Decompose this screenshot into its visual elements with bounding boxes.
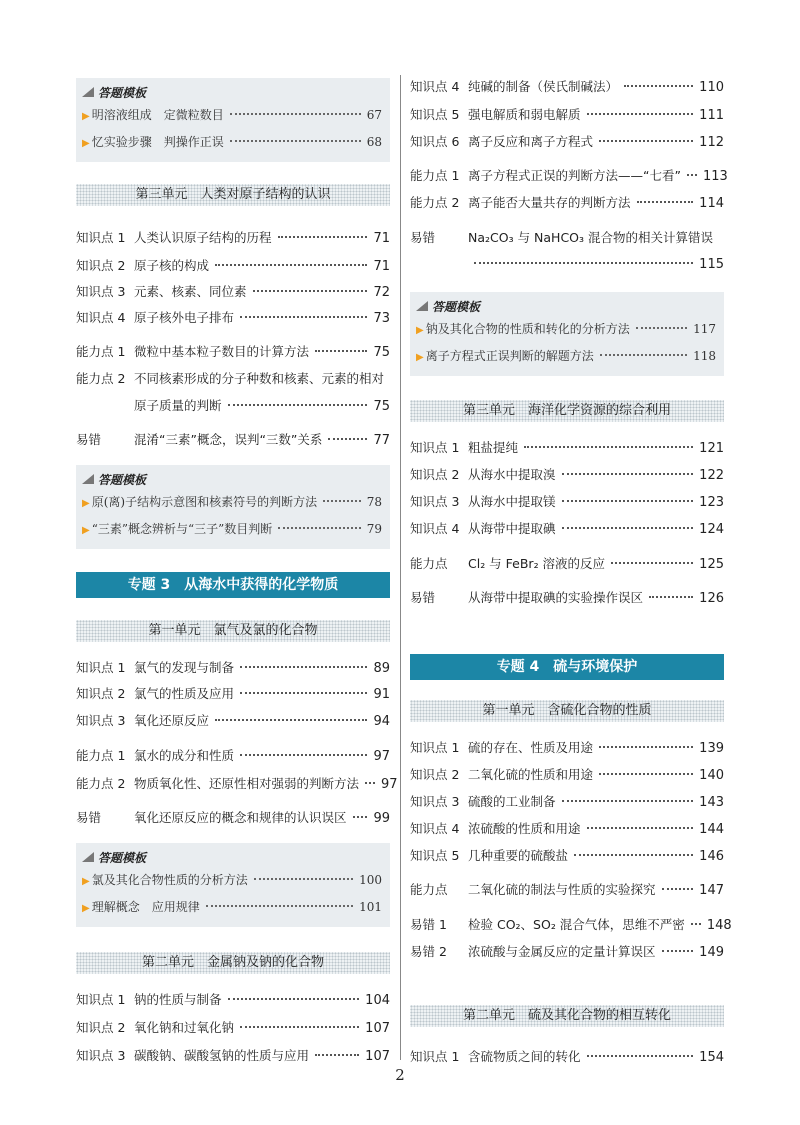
template-item[interactable] bbox=[416, 316, 716, 343]
template-item[interactable] bbox=[82, 102, 382, 129]
dot-leader bbox=[240, 316, 367, 318]
entry-label: 易错 bbox=[76, 810, 102, 825]
toc-entry[interactable] bbox=[410, 167, 728, 185]
toc-entry[interactable] bbox=[410, 106, 724, 124]
entry-title: 混淆“三素”概念，误判“三数”关系 bbox=[134, 432, 323, 447]
toc-entry[interactable] bbox=[410, 229, 724, 274]
entry-title: 微粒中基本粒子数目的计算方法 bbox=[134, 344, 310, 359]
toc-entry[interactable] bbox=[410, 133, 724, 151]
entry-label: 能力点 2 bbox=[76, 371, 126, 386]
toc-entry-line bbox=[76, 431, 390, 449]
dot-leader bbox=[230, 113, 361, 115]
arrow-right-icon: ▶ bbox=[82, 525, 90, 536]
entry-label: 知识点 4 bbox=[410, 79, 460, 94]
entry-page: 140 bbox=[699, 768, 724, 783]
template-item[interactable] bbox=[82, 489, 382, 516]
toc-entry[interactable] bbox=[76, 343, 390, 361]
toc-entry-line bbox=[410, 793, 724, 811]
template-item-page: 100 bbox=[359, 873, 382, 887]
dot-leader bbox=[662, 888, 694, 890]
entry-page: 97 bbox=[381, 777, 398, 792]
arrow-right-icon: ▶ bbox=[82, 903, 90, 914]
entry-title: 原子核外电子排布 bbox=[134, 310, 235, 325]
template-item-title: 离子方程式正误判断的解题方法 bbox=[425, 349, 594, 363]
entry-label: 易错 bbox=[410, 230, 436, 245]
entry-title: 原子核的构成 bbox=[134, 258, 210, 273]
toc-entry-continuation bbox=[410, 256, 724, 274]
entry-title: 氯气的性质及应用 bbox=[134, 686, 235, 701]
template-item-title: 忆实验步骤 判操作正误 bbox=[91, 135, 224, 149]
toc-entry-line bbox=[410, 943, 724, 961]
entry-label: 知识点 1 bbox=[76, 230, 126, 245]
toc-entry-line bbox=[410, 589, 724, 607]
entry-page: 114 bbox=[699, 196, 724, 211]
dot-leader bbox=[253, 290, 368, 292]
toc-entry-line bbox=[410, 820, 724, 838]
entry-title: 二氧化硫的性质和用途 bbox=[468, 767, 594, 782]
template-item[interactable] bbox=[82, 894, 382, 921]
dot-leader bbox=[228, 998, 360, 1000]
toc-entry[interactable] bbox=[410, 194, 724, 212]
entry-label: 知识点 3 bbox=[76, 284, 126, 299]
entry-title: 硫酸的工业制备 bbox=[468, 794, 556, 809]
template-item-title: 氯及其化合物性质的分析方法 bbox=[91, 873, 248, 887]
template-item[interactable] bbox=[82, 516, 382, 543]
entry-page: 77 bbox=[373, 433, 390, 448]
dot-leader bbox=[687, 174, 697, 176]
entry-title: 人类认识原子结构的历程 bbox=[134, 230, 272, 245]
toc-entry-line bbox=[410, 133, 724, 151]
entry-page: 71 bbox=[373, 259, 390, 274]
template-title: 答题模板 bbox=[98, 850, 147, 865]
entry-label: 知识点 1 bbox=[410, 740, 460, 755]
toc-entry-line bbox=[410, 466, 724, 484]
toc-entry-line bbox=[76, 685, 390, 703]
toc-entry[interactable] bbox=[410, 439, 724, 457]
toc-entry-line bbox=[410, 916, 732, 934]
entry-title: 碳酸钠、碳酸氢钠的性质与应用 bbox=[134, 1048, 310, 1063]
entry-page: 139 bbox=[699, 741, 724, 756]
answer-template-box bbox=[76, 843, 390, 927]
dot-leader bbox=[240, 1026, 359, 1028]
toc-entry[interactable] bbox=[76, 431, 390, 449]
toc-entry[interactable] bbox=[410, 1048, 724, 1066]
toc-entry-line bbox=[76, 747, 390, 765]
entry-label: 知识点 4 bbox=[410, 821, 460, 836]
toc-entry[interactable] bbox=[410, 555, 724, 573]
dot-leader bbox=[599, 140, 693, 142]
arrow-right-icon: ▶ bbox=[82, 111, 90, 122]
entry-label: 知识点 3 bbox=[410, 494, 460, 509]
entry-title: 含硫物质之间的转化 bbox=[468, 1049, 581, 1064]
toc-entry[interactable] bbox=[410, 943, 724, 961]
toc-entry-line bbox=[76, 309, 390, 327]
entry-page: 146 bbox=[699, 849, 724, 864]
toc-entry[interactable] bbox=[76, 1047, 390, 1065]
entry-label: 知识点 2 bbox=[76, 1020, 126, 1035]
unit-heading: 第一单元 含硫化合物的性质 bbox=[410, 700, 724, 722]
entry-title: 硫的存在、性质及用途 bbox=[468, 740, 594, 755]
toc-entry[interactable] bbox=[410, 466, 724, 484]
toc-entry[interactable] bbox=[76, 685, 390, 703]
corner-triangle-icon bbox=[82, 87, 94, 97]
entry-title: 检验 CO₂、SO₂ 混合气体，思维不严密 bbox=[468, 917, 685, 932]
toc-entry-line bbox=[410, 229, 724, 247]
entry-label: 知识点 3 bbox=[76, 713, 126, 728]
toc-entry-line bbox=[410, 167, 728, 185]
entry-page: 124 bbox=[699, 522, 724, 537]
template-item[interactable] bbox=[416, 343, 716, 370]
entry-label: 易错 2 bbox=[410, 944, 447, 959]
template-item[interactable] bbox=[82, 129, 382, 156]
entry-page: 75 bbox=[373, 345, 390, 360]
template-item-page: 117 bbox=[693, 322, 716, 336]
toc-entry-line bbox=[76, 283, 390, 301]
entry-label: 知识点 1 bbox=[410, 440, 460, 455]
toc-entry-line bbox=[410, 439, 724, 457]
entry-label: 能力点 1 bbox=[410, 168, 460, 183]
entry-label: 知识点 4 bbox=[410, 521, 460, 536]
entry-label: 知识点 2 bbox=[76, 258, 126, 273]
dot-leader bbox=[240, 692, 367, 694]
entry-page: 147 bbox=[699, 883, 724, 898]
entry-label: 易错 bbox=[410, 590, 436, 605]
toc-entry[interactable] bbox=[410, 739, 724, 757]
toc-entry[interactable] bbox=[410, 881, 724, 899]
template-item-page: 118 bbox=[693, 349, 716, 363]
dot-leader bbox=[636, 327, 687, 329]
toc-entry-line bbox=[76, 991, 390, 1009]
dot-leader bbox=[562, 473, 694, 475]
toc-entry[interactable] bbox=[76, 775, 398, 793]
template-item[interactable] bbox=[82, 867, 382, 894]
entry-page: 72 bbox=[373, 285, 390, 300]
entry-title: 从海带中提取碘的实验操作误区 bbox=[468, 590, 644, 605]
entry-label: 易错 1 bbox=[410, 917, 447, 932]
entry-label: 知识点 2 bbox=[410, 467, 460, 482]
entry-page: 121 bbox=[699, 441, 724, 456]
toc-entry[interactable] bbox=[76, 283, 390, 301]
dot-leader bbox=[328, 438, 367, 440]
topic-banner: 专题 4 硫与环境保护 bbox=[410, 654, 724, 680]
toc-entry[interactable] bbox=[410, 78, 724, 96]
entry-label: 知识点 1 bbox=[76, 660, 126, 675]
toc-entry[interactable] bbox=[76, 991, 390, 1009]
template-item-title: 原(离)子结构示意图和核素符号的判断方法 bbox=[91, 495, 318, 509]
template-item-page: 79 bbox=[366, 522, 382, 536]
toc-entry-line bbox=[410, 555, 724, 573]
entry-page: 126 bbox=[699, 591, 724, 606]
unit-heading: 第二单元 金属钠及钠的化合物 bbox=[76, 952, 390, 974]
entry-title: 离子反应和离子方程式 bbox=[468, 134, 594, 149]
dot-leader bbox=[474, 262, 693, 264]
toc-entry-line bbox=[76, 712, 390, 730]
corner-triangle-icon bbox=[82, 474, 94, 484]
dot-leader bbox=[587, 827, 694, 829]
arrow-right-icon: ▶ bbox=[416, 352, 424, 363]
entry-title: 离子能否大量共存的判断方法 bbox=[468, 195, 631, 210]
dot-leader bbox=[206, 905, 353, 907]
dot-leader bbox=[278, 527, 360, 529]
entry-title: 浓硫酸与金属反应的定量计算误区 bbox=[468, 944, 656, 959]
dot-leader bbox=[365, 782, 375, 784]
entry-label: 知识点 2 bbox=[76, 686, 126, 701]
toc-entry[interactable] bbox=[76, 370, 390, 415]
entry-label: 能力点 bbox=[410, 556, 448, 571]
entry-label: 能力点 bbox=[410, 882, 448, 897]
entry-title: 几种重要的硫酸盐 bbox=[468, 848, 569, 863]
toc-entry-line bbox=[76, 659, 390, 677]
dot-leader bbox=[637, 201, 694, 203]
dot-leader bbox=[562, 800, 694, 802]
template-item-title: 明溶液组成 定微粒数目 bbox=[91, 108, 224, 122]
dot-leader bbox=[574, 854, 693, 856]
unit-heading: 第三单元 人类对原子结构的认识 bbox=[76, 184, 390, 206]
dot-leader bbox=[240, 666, 367, 668]
entry-title: Na₂CO₃ 与 NaHCO₃ 混合物的相关计算错误 bbox=[468, 230, 714, 245]
entry-page: 125 bbox=[699, 557, 724, 572]
dot-leader bbox=[649, 596, 693, 598]
entry-title: 纯碱的制备（侯氏制碱法） bbox=[468, 79, 619, 94]
entry-page: 115 bbox=[699, 257, 724, 272]
template-heading bbox=[416, 296, 716, 316]
toc-entry-line bbox=[76, 343, 390, 361]
entry-label: 知识点 5 bbox=[410, 848, 460, 863]
toc-entry[interactable] bbox=[76, 809, 390, 827]
dot-leader bbox=[315, 1054, 359, 1056]
corner-triangle-icon bbox=[416, 301, 428, 311]
arrow-right-icon: ▶ bbox=[82, 876, 90, 887]
toc-entry[interactable] bbox=[410, 589, 724, 607]
dot-leader bbox=[611, 562, 693, 564]
entry-page: 123 bbox=[699, 495, 724, 510]
entry-title: 从海水中提取溴 bbox=[468, 467, 556, 482]
unit-heading: 第一单元 氯气及氯的化合物 bbox=[76, 620, 390, 642]
column-divider bbox=[400, 75, 401, 1060]
page-number: 2 bbox=[395, 1066, 405, 1084]
dot-leader bbox=[323, 500, 361, 502]
template-item-title: 钠及其化合物的性质和转化的分析方法 bbox=[425, 322, 630, 336]
entry-page: 111 bbox=[699, 108, 724, 123]
dot-leader bbox=[353, 816, 368, 818]
topic-banner: 专题 3 从海水中获得的化学物质 bbox=[76, 572, 390, 598]
toc-entry[interactable] bbox=[410, 520, 724, 538]
toc-entry[interactable] bbox=[410, 820, 724, 838]
dot-leader bbox=[278, 236, 368, 238]
toc-entry-line bbox=[76, 1019, 390, 1037]
toc-entry[interactable] bbox=[76, 257, 390, 275]
toc-entry-line bbox=[410, 881, 724, 899]
entry-page: 75 bbox=[373, 399, 390, 414]
entry-title: 氧化还原反应 bbox=[134, 713, 210, 728]
toc-entry[interactable] bbox=[410, 793, 724, 811]
toc-entry-continuation bbox=[76, 397, 390, 415]
template-title: 答题模板 bbox=[432, 299, 481, 314]
entry-title: 不同核素形成的分子种数和核素、元素的相对 bbox=[134, 371, 385, 386]
toc-entry-line bbox=[410, 1048, 724, 1066]
toc-entry-line bbox=[76, 1047, 390, 1065]
entry-title: 氯气的发现与制备 bbox=[134, 660, 235, 675]
entry-page: 149 bbox=[699, 945, 724, 960]
entry-title: 离子方程式正误的判断方法——“七看” bbox=[468, 168, 681, 183]
toc-entry[interactable] bbox=[410, 847, 724, 865]
dot-leader bbox=[254, 878, 353, 880]
entry-label: 能力点 1 bbox=[76, 344, 126, 359]
toc-entry[interactable] bbox=[76, 229, 390, 247]
template-item-title: “三素”概念辨析与“三子”数目判断 bbox=[91, 522, 273, 536]
dot-leader bbox=[662, 950, 694, 952]
entry-page: 99 bbox=[373, 811, 390, 826]
entry-label: 能力点 1 bbox=[76, 748, 126, 763]
arrow-right-icon: ▶ bbox=[82, 498, 90, 509]
entry-title: 粗盐提纯 bbox=[468, 440, 519, 455]
unit-heading: 第二单元 硫及其化合物的相互转化 bbox=[410, 1005, 724, 1027]
dot-leader bbox=[624, 85, 693, 87]
toc-entry-line bbox=[76, 229, 390, 247]
toc-entry-line bbox=[410, 739, 724, 757]
entry-page: 104 bbox=[365, 993, 390, 1008]
entry-title-continued: 原子质量的判断 bbox=[134, 398, 222, 413]
dot-leader bbox=[228, 404, 368, 406]
entry-title: 氧化还原反应的概念和规律的认识误区 bbox=[134, 810, 347, 825]
entry-title: 浓硫酸的性质和用途 bbox=[468, 821, 581, 836]
entry-label: 能力点 2 bbox=[410, 195, 460, 210]
entry-label: 知识点 4 bbox=[76, 310, 126, 325]
entry-title: 钠的性质与制备 bbox=[134, 992, 222, 1007]
entry-label: 能力点 2 bbox=[76, 776, 126, 791]
answer-template-box bbox=[410, 292, 724, 376]
entry-label: 知识点 1 bbox=[410, 1049, 460, 1064]
entry-page: 94 bbox=[373, 714, 390, 729]
entry-title: 元素、核素、同位素 bbox=[134, 284, 247, 299]
dot-leader bbox=[562, 500, 694, 502]
entry-page: 144 bbox=[699, 822, 724, 837]
dot-leader bbox=[230, 140, 361, 142]
toc-entry[interactable] bbox=[76, 659, 390, 677]
entry-page: 143 bbox=[699, 795, 724, 810]
toc-entry-line bbox=[76, 775, 398, 793]
arrow-right-icon: ▶ bbox=[82, 138, 90, 149]
toc-entry-line bbox=[410, 766, 724, 784]
entry-label: 知识点 6 bbox=[410, 134, 460, 149]
dot-leader bbox=[599, 773, 693, 775]
toc-entry[interactable] bbox=[76, 309, 390, 327]
entry-title: 从海水中提取镁 bbox=[468, 494, 556, 509]
toc-entry[interactable] bbox=[76, 712, 390, 730]
template-heading bbox=[82, 82, 382, 102]
toc-entry-line bbox=[410, 493, 724, 511]
toc-entry-line bbox=[410, 78, 724, 96]
entry-title: 氧化钠和过氧化钠 bbox=[134, 1020, 235, 1035]
entry-page: 113 bbox=[702, 169, 728, 184]
dot-leader bbox=[315, 350, 367, 352]
dot-leader bbox=[240, 754, 367, 756]
toc-entry-line bbox=[76, 809, 390, 827]
entry-label: 易错 bbox=[76, 432, 102, 447]
dot-leader bbox=[562, 527, 694, 529]
entry-page: 110 bbox=[699, 80, 724, 95]
entry-label: 知识点 5 bbox=[410, 107, 460, 122]
template-title: 答题模板 bbox=[98, 472, 147, 487]
entry-label: 知识点 2 bbox=[410, 767, 460, 782]
dot-leader bbox=[587, 113, 694, 115]
template-item-page: 67 bbox=[366, 108, 382, 122]
entry-page: 73 bbox=[373, 311, 390, 326]
answer-template-box bbox=[76, 78, 390, 162]
toc-entry[interactable] bbox=[410, 493, 724, 511]
dot-leader bbox=[215, 719, 367, 721]
entry-page: 122 bbox=[699, 468, 724, 483]
entry-title: Cl₂ 与 FeBr₂ 溶液的反应 bbox=[468, 556, 606, 571]
entry-page: 89 bbox=[373, 661, 390, 676]
template-heading bbox=[82, 469, 382, 489]
toc-entry[interactable] bbox=[76, 747, 390, 765]
entry-title: 氯水的成分和性质 bbox=[134, 748, 235, 763]
template-item-page: 68 bbox=[366, 135, 382, 149]
toc-entry-line bbox=[410, 520, 724, 538]
template-item-title: 理解概念 应用规律 bbox=[91, 900, 200, 914]
answer-template-box bbox=[76, 465, 390, 549]
template-heading bbox=[82, 847, 382, 867]
dot-leader bbox=[524, 446, 693, 448]
entry-page: 97 bbox=[373, 749, 390, 764]
toc-entry-line bbox=[76, 370, 390, 388]
dot-leader bbox=[691, 923, 701, 925]
template-item-page: 78 bbox=[366, 495, 382, 509]
toc-entry-line bbox=[410, 847, 724, 865]
entry-label: 知识点 3 bbox=[410, 794, 460, 809]
toc-entry-line bbox=[76, 257, 390, 275]
entry-title: 物质氧化性、还原性相对强弱的判断方法 bbox=[134, 776, 360, 791]
unit-heading: 第三单元 海洋化学资源的综合利用 bbox=[410, 400, 724, 422]
entry-label: 知识点 1 bbox=[76, 992, 126, 1007]
entry-label: 知识点 3 bbox=[76, 1048, 126, 1063]
toc-entry[interactable] bbox=[76, 1019, 390, 1037]
entry-title: 二氧化硫的制法与性质的实验探究 bbox=[468, 882, 656, 897]
entry-page: 148 bbox=[706, 918, 732, 933]
dot-leader bbox=[587, 1055, 694, 1057]
dot-leader bbox=[600, 354, 687, 356]
entry-page: 154 bbox=[699, 1050, 724, 1065]
toc-entry-line bbox=[410, 194, 724, 212]
entry-title: 强电解质和弱电解质 bbox=[468, 107, 581, 122]
toc-entry-line bbox=[410, 106, 724, 124]
dot-leader bbox=[599, 746, 693, 748]
toc-entry[interactable] bbox=[410, 916, 732, 934]
entry-page: 112 bbox=[699, 135, 724, 150]
corner-triangle-icon bbox=[82, 852, 94, 862]
entry-page: 107 bbox=[365, 1021, 390, 1036]
entry-page: 71 bbox=[373, 231, 390, 246]
entry-page: 91 bbox=[373, 687, 390, 702]
toc-entry[interactable] bbox=[410, 766, 724, 784]
template-title: 答题模板 bbox=[98, 85, 147, 100]
entry-page: 107 bbox=[365, 1049, 390, 1064]
dot-leader bbox=[215, 264, 367, 266]
template-item-page: 101 bbox=[359, 900, 382, 914]
entry-title: 从海带中提取碘 bbox=[468, 521, 556, 536]
arrow-right-icon: ▶ bbox=[416, 325, 424, 336]
